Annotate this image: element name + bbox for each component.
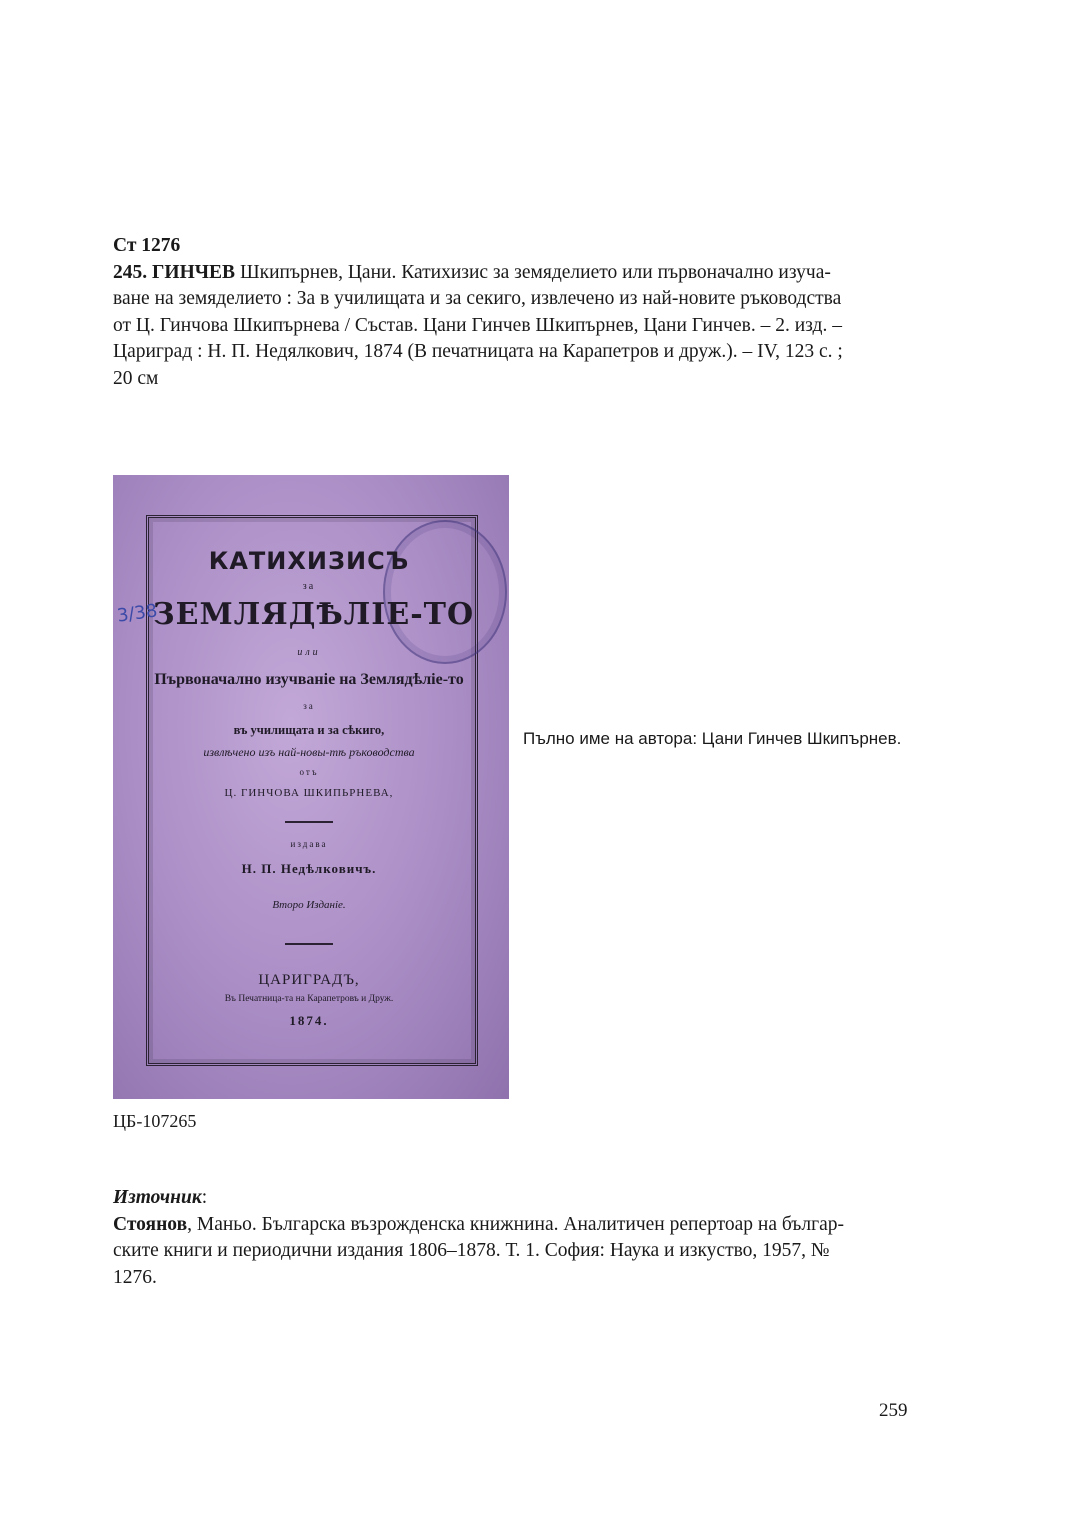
cover-edition: Второ Изданіе. — [272, 899, 346, 911]
cover-author: Ц. ГИНЧОВА ШКИПЬРНЕВА, — [224, 787, 394, 799]
cover-publisher: Н. П. Недѣлковичъ. — [241, 861, 377, 876]
cover-city: ЦАРИГРАДЪ, — [258, 972, 360, 988]
author-fullname-caption: Пълно име на автора: Цани Гинчев Шкипърнев. — [523, 729, 902, 748]
cover-ornament-rule-2 — [285, 943, 333, 945]
entry-number: 245. — [113, 261, 148, 283]
entry-description — [113, 260, 937, 393]
source-colon: : — [201, 1187, 208, 1208]
cover-subtitle: Първоначално изучваніе на Землядѣліе-то — [154, 671, 464, 688]
cover-ot: отъ — [299, 767, 319, 777]
entry-line-4: Цариград : Н. П. Недялкович, 1874 (В печатницата на Карапетров и друж.). – IV, 123 с. ; — [113, 341, 843, 362]
cover-ili: или — [297, 647, 321, 658]
source-line-2: ските книги и периодични издания 1806–1878. Т. 1. София: Наука и изкуство, 1957, № — [113, 1240, 830, 1261]
catalog-code: Ст 1276 — [113, 235, 181, 256]
source-label: Източник — [113, 1187, 202, 1208]
entry-line-5: 20 см — [113, 367, 159, 389]
source-author: Стоянов — [113, 1213, 188, 1235]
shelf-mark: ЦБ-107265 — [113, 1111, 197, 1131]
source-block — [113, 1185, 937, 1291]
cover-schools: въ училищата и за сѣкиго, — [233, 723, 385, 737]
entry-line-1: Шкипърнев, Цани. Катихизис за земяделието или първоначално изуча- — [239, 261, 831, 283]
cover-year: 1874. — [289, 1013, 329, 1028]
entry-line-2: ване на земяделието : За в училищата и за секиго, извлечено из най-новите ръководства — [113, 288, 842, 309]
cover-za-2: за — [303, 701, 315, 711]
library-stamp — [383, 520, 507, 664]
source-line-1: , Маньо. Българска възрожденска книжнина. Аналитичен репертоар на българ- — [187, 1213, 844, 1235]
cover-izdava: издава — [290, 839, 328, 849]
cover-za: за — [302, 581, 316, 592]
entry-line-3: от Ц. Гинчова Шкипърнева / Състав. Цани Гинчев Шкипърнев, Цани Гинчев. – 2. изд. – — [113, 314, 842, 336]
source-line-3: 1276. — [113, 1266, 157, 1288]
cover-press: Въ Печатница-та на Карапетровъ и Друж. — [224, 994, 394, 1004]
bibliographic-entry — [113, 233, 937, 392]
cover-title-main: ЗЕМЛЯДѢЛІЕ-ТО — [153, 597, 475, 632]
cover-extracted: извлѣчено изъ най-новы-тѣ ръководства — [203, 745, 415, 759]
cover-title-top: КАТИХИЗИСЪ — [208, 547, 410, 575]
handwritten-mark: 3/38 — [115, 600, 159, 627]
page-number: 259 — [879, 1400, 908, 1421]
entry-author: ГИНЧЕВ — [152, 261, 236, 283]
cover-ornament-rule — [285, 821, 333, 823]
book-cover-photo — [113, 475, 509, 1099]
source-citation — [113, 1212, 937, 1292]
